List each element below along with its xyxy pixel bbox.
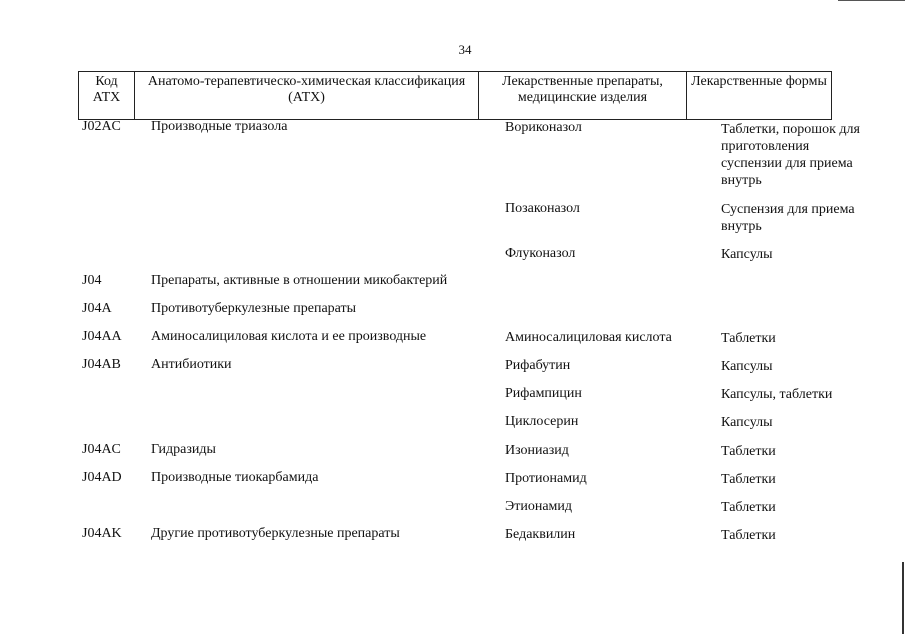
row-drug: Аминосалициловая кислота xyxy=(505,330,672,345)
row-drug: Рифампицин xyxy=(505,386,582,401)
row-classification: Противотуберкулезные препараты xyxy=(151,301,357,316)
row-drug: Протионамид xyxy=(505,471,587,486)
row-form: Таблетки xyxy=(721,472,776,487)
row-form: Капсулы xyxy=(721,247,773,262)
header-classification: Анатомо-терапевтическо-химическая классификация (АТХ) xyxy=(135,72,479,120)
row-code: J04AC xyxy=(82,442,121,457)
row-code: J04AB xyxy=(82,357,121,372)
row-drug: Циклосерин xyxy=(505,414,579,429)
row-code: J04AK xyxy=(82,526,122,541)
row-form: Таблетки xyxy=(721,500,776,515)
row-drug: Позаконазол xyxy=(505,201,580,216)
header-forms: Лекарственные формы xyxy=(687,72,832,120)
row-form: Таблетки xyxy=(721,444,776,459)
row-drug: Изониазид xyxy=(505,443,569,458)
row-classification: Аминосалициловая кислота и ее производные xyxy=(151,329,427,344)
row-classification: Антибиотики xyxy=(151,357,232,372)
row-form: Таблетки xyxy=(721,528,776,543)
row-classification: Препараты, активные в отношении микобактерий xyxy=(151,273,448,288)
row-drug: Рифабутин xyxy=(505,358,571,373)
header-drugs: Лекарственные препараты, медицинские изделия xyxy=(479,72,687,120)
row-code: J04A xyxy=(82,301,112,316)
row-form: Суспензия для приема внутрь xyxy=(721,202,855,234)
row-form: Таблетки, порошок для приготовления суспензии для приема внутрь xyxy=(721,122,860,188)
row-drug: Вориконазол xyxy=(505,120,582,135)
row-classification: Производные тиокарбамида xyxy=(151,470,319,485)
row-code: J04AD xyxy=(82,470,122,485)
row-drug: Флуконазол xyxy=(505,246,576,261)
row-drug: Этионамид xyxy=(505,499,573,514)
row-form: Капсулы, таблетки xyxy=(721,387,833,402)
row-form: Таблетки xyxy=(721,331,776,346)
row-classification: Гидразиды xyxy=(151,442,216,457)
row-code: J02AC xyxy=(82,119,121,134)
header-code: Код АТХ xyxy=(79,72,135,120)
row-form: Капсулы xyxy=(721,359,773,374)
page-number: 34 xyxy=(458,42,472,57)
row-classification: Другие противотуберкулезные препараты xyxy=(151,526,400,541)
row-classification: Производные триазола xyxy=(151,119,288,134)
row-form: Капсулы xyxy=(721,415,773,430)
row-code: J04AA xyxy=(82,329,122,344)
row-drug: Бедаквилин xyxy=(505,527,576,542)
row-code: J04 xyxy=(82,273,102,288)
